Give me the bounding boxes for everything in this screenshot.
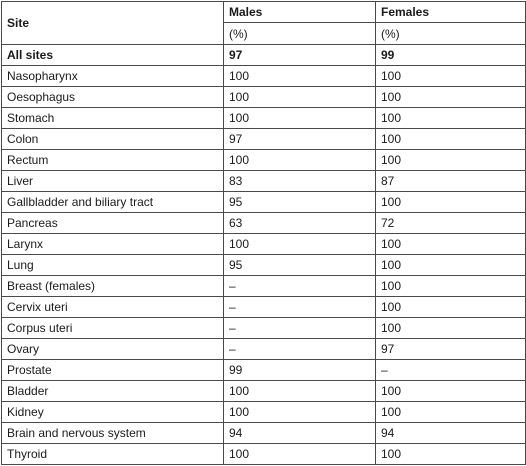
header-males-unit: (%) bbox=[224, 23, 376, 45]
cell-males: 100 bbox=[224, 150, 376, 171]
table-row bbox=[2, 150, 526, 171]
table-row bbox=[2, 45, 526, 66]
cell-site: Lung bbox=[2, 255, 224, 276]
cell-males: 100 bbox=[224, 108, 376, 129]
table-row bbox=[2, 318, 526, 339]
cell-males: 99 bbox=[224, 360, 376, 381]
cell-females: 100 bbox=[376, 255, 526, 276]
cell-females: 72 bbox=[376, 213, 526, 234]
cell-males: 100 bbox=[224, 234, 376, 255]
cell-females: 100 bbox=[376, 234, 526, 255]
cell-females: 100 bbox=[376, 150, 526, 171]
cell-males: 63 bbox=[224, 213, 376, 234]
table-row bbox=[2, 192, 526, 213]
cell-females: 100 bbox=[376, 108, 526, 129]
cell-site: Bladder bbox=[2, 381, 224, 402]
table-row bbox=[2, 66, 526, 87]
table-row bbox=[2, 402, 526, 423]
cell-site: Cervix uteri bbox=[2, 297, 224, 318]
cell-site: Brain and nervous system bbox=[2, 423, 224, 444]
header-males: Males bbox=[224, 2, 376, 23]
cell-females: 100 bbox=[376, 402, 526, 423]
cell-females: 97 bbox=[376, 339, 526, 360]
cell-females: 100 bbox=[376, 444, 526, 465]
cell-females: 100 bbox=[376, 192, 526, 213]
data-table bbox=[1, 1, 526, 465]
cell-females: 87 bbox=[376, 171, 526, 192]
cell-site: Gallbladder and biliary tract bbox=[2, 192, 224, 213]
cell-site: Nasopharynx bbox=[2, 66, 224, 87]
cell-site: All sites bbox=[2, 45, 224, 66]
cell-site: Stomach bbox=[2, 108, 224, 129]
cell-males: – bbox=[224, 339, 376, 360]
table-row bbox=[2, 87, 526, 108]
cell-males: 83 bbox=[224, 171, 376, 192]
table-header bbox=[2, 2, 526, 45]
cell-site: Breast (females) bbox=[2, 276, 224, 297]
table-row bbox=[2, 381, 526, 402]
cell-males: 100 bbox=[224, 444, 376, 465]
table-body bbox=[2, 45, 526, 465]
table-row bbox=[2, 339, 526, 360]
cell-females: 100 bbox=[376, 87, 526, 108]
cell-females: 100 bbox=[376, 297, 526, 318]
cell-females: 100 bbox=[376, 318, 526, 339]
cell-site: Rectum bbox=[2, 150, 224, 171]
table-row bbox=[2, 108, 526, 129]
header-row bbox=[2, 2, 526, 23]
cell-females: 100 bbox=[376, 129, 526, 150]
table-row bbox=[2, 297, 526, 318]
cell-site: Kidney bbox=[2, 402, 224, 423]
cell-males: 97 bbox=[224, 129, 376, 150]
cell-site: Oesophagus bbox=[2, 87, 224, 108]
cell-males: – bbox=[224, 318, 376, 339]
cell-site: Ovary bbox=[2, 339, 224, 360]
header-females-unit: (%) bbox=[376, 23, 526, 45]
cell-site: Liver bbox=[2, 171, 224, 192]
table-row bbox=[2, 444, 526, 465]
cell-males: 100 bbox=[224, 66, 376, 87]
cell-males: – bbox=[224, 276, 376, 297]
cell-females: 100 bbox=[376, 381, 526, 402]
header-females: Females bbox=[376, 2, 526, 23]
cell-site: Pancreas bbox=[2, 213, 224, 234]
table-row bbox=[2, 255, 526, 276]
table-row bbox=[2, 360, 526, 381]
table-row bbox=[2, 423, 526, 444]
cell-site: Larynx bbox=[2, 234, 224, 255]
cell-site: Colon bbox=[2, 129, 224, 150]
cell-males: 100 bbox=[224, 402, 376, 423]
cell-males: 100 bbox=[224, 87, 376, 108]
cell-site: Corpus uteri bbox=[2, 318, 224, 339]
table-row bbox=[2, 213, 526, 234]
cell-females: 94 bbox=[376, 423, 526, 444]
cell-males: – bbox=[224, 297, 376, 318]
cell-males: 97 bbox=[224, 45, 376, 66]
cell-site: Prostate bbox=[2, 360, 224, 381]
header-site: Site bbox=[2, 2, 224, 45]
cell-females: 100 bbox=[376, 276, 526, 297]
cell-males: 95 bbox=[224, 255, 376, 276]
cell-males: 95 bbox=[224, 192, 376, 213]
cell-females: 100 bbox=[376, 66, 526, 87]
cell-males: 100 bbox=[224, 381, 376, 402]
cell-females: 99 bbox=[376, 45, 526, 66]
cell-males: 94 bbox=[224, 423, 376, 444]
table-row bbox=[2, 234, 526, 255]
cell-females: – bbox=[376, 360, 526, 381]
table-row bbox=[2, 129, 526, 150]
cell-site: Thyroid bbox=[2, 444, 224, 465]
table-row bbox=[2, 276, 526, 297]
table-row bbox=[2, 171, 526, 192]
